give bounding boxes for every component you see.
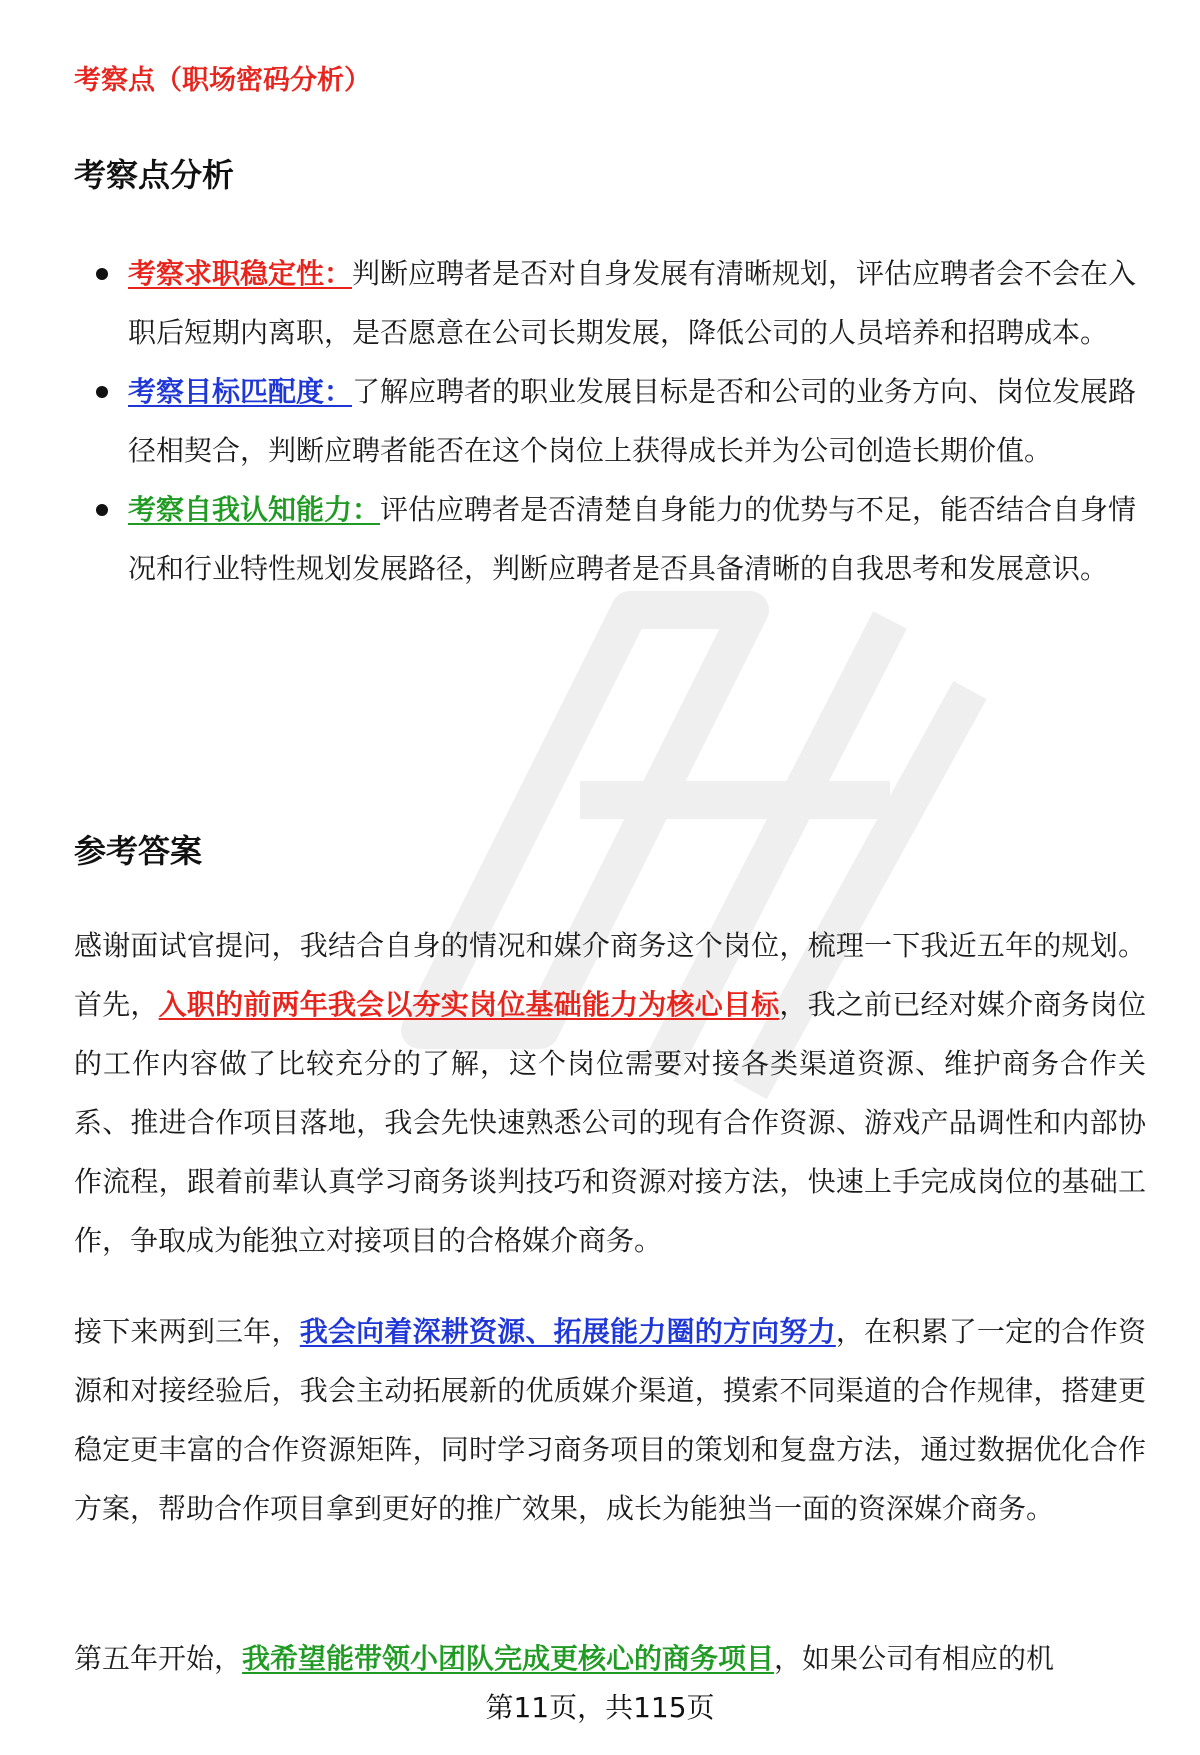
point-text: 评估应聘者是否清楚自身能力的优势与不足，能否结合自身情况和行业特性规划发展路径，判断应聘者是否具备清晰的自我思考和发展意识。 xyxy=(128,493,1137,585)
bullet-icon xyxy=(96,268,108,280)
analysis-points-list xyxy=(74,244,1144,598)
page-number: 第11页，共115页 xyxy=(485,1691,715,1724)
answer-paragraph-3 xyxy=(74,1629,1146,1688)
bullet-icon xyxy=(96,386,108,398)
paragraph-text: 感谢面试官提问，我结合自身的情况和媒介商务这个岗位，梳理一下我近五年的规划。首先， xyxy=(74,929,1146,1021)
highlight-text: 入职的前两年我会以夯实岗位基础能力为核心目标 xyxy=(158,988,780,1021)
paragraph-text: ，在积累了一定的合作资源和对接经验后，我会主动拓展新的优质媒介渠道，摸索不同渠道的合作规律，搭建更稳定更丰富的合作资源矩阵，同时学习商务项目的策划和复盘方法，通过数据优化合作方案，帮助合作项目拿到更好的推广效果，成长为能独当一面的资深媒介商务。 xyxy=(74,1315,1146,1525)
paragraph-text: 第五年开始， xyxy=(74,1642,243,1675)
list-item xyxy=(74,480,1144,598)
highlight-text: 我希望能带领小团队完成更核心的商务项目 xyxy=(242,1642,775,1675)
point-text: 了解应聘者的职业发展目标是否和公司的业务方向、岗位发展路径相契合，判断应聘者能否在这个岗位上获得成长并为公司创造长期价值。 xyxy=(128,375,1137,467)
section-tag: 考察点（职场密码分析） xyxy=(74,65,371,96)
paragraph-text: ，如果公司有相应的机 xyxy=(774,1642,1055,1675)
point-text: 判断应聘者是否对自身发展有清晰规划，评估应聘者会不会在入职后短期内离职，是否愿意在公司长期发展，降低公司的人员培养和招聘成本。 xyxy=(128,257,1137,349)
point-keyword: 考察目标匹配度： xyxy=(128,375,353,408)
point-keyword: 考察求职稳定性： xyxy=(128,257,353,290)
analysis-heading: 考察点分析 xyxy=(74,156,235,194)
paragraph-text: ，我之前已经对媒介商务岗位的工作内容做了比较充分的了解，这个岗位需要对接各类渠道资源、维护商务合作关系、推进合作项目落地，我会先快速熟悉公司的现有合作资源、游戏产品调性和内部协作流程，跟着前辈认真学习商务谈判技巧和资源对接方法，快速上手完成岗位的基础工作，争取成为能独立对接项目的合格媒介商务。 xyxy=(74,988,1146,1257)
answer-heading: 参考答案 xyxy=(74,832,203,870)
bullet-icon xyxy=(96,504,108,516)
answer-paragraph-1 xyxy=(74,916,1146,1270)
list-item xyxy=(74,362,1144,480)
point-keyword: 考察自我认知能力： xyxy=(128,493,381,526)
paragraph-text: 接下来两到三年， xyxy=(74,1315,300,1348)
answer-paragraph-2 xyxy=(74,1302,1146,1538)
list-item xyxy=(74,244,1144,362)
highlight-text: 我会向着深耕资源、拓展能力圈的方向努力 xyxy=(299,1315,836,1348)
